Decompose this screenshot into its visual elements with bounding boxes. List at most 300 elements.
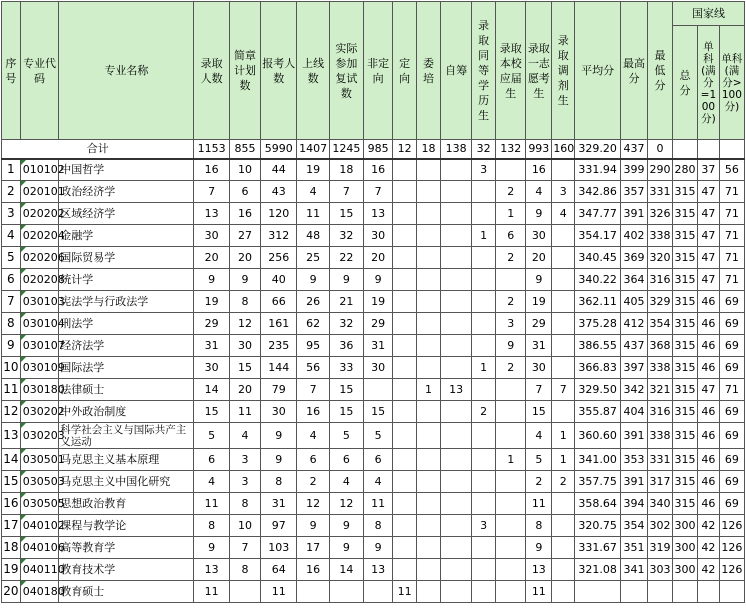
row-cell [417,313,441,335]
row-cell: 280 [673,159,698,181]
row-major-name: 中国哲学 [59,159,194,181]
row-cell: 9 [194,269,229,291]
row-cell: 30 [526,357,552,379]
total-cell: 437 [620,140,647,159]
total-row [2,140,745,159]
row-cell: 31 [526,335,552,357]
row-cell [496,581,526,603]
row-cell: 46 [697,423,719,449]
row-cell: 8 [229,291,260,313]
row-index: 9 [2,335,21,357]
row-cell: 20 [526,247,552,269]
row-code-cell [20,493,65,515]
cell-marker-icon [21,493,26,498]
row-cell: 397 [620,357,647,379]
table-row [2,181,745,203]
row-cell: 340.45 [575,247,621,269]
header-commissioned: 委培 [417,2,441,140]
row-index: 14 [2,449,21,471]
row-cell: 3 [496,313,526,335]
row-cell: 62 [297,313,329,335]
row-major-name: 科学社会主义与国际共产主义运动 [59,423,194,449]
row-cell: 315 [673,423,698,449]
row-cell: 9 [526,537,552,559]
cell-marker-icon [21,291,26,296]
row-cell [472,559,496,581]
row-cell: 15 [229,357,260,379]
row-major-name: 经济法学 [59,335,194,357]
row-cell: 354.17 [575,225,621,247]
table-row [2,493,745,515]
row-cell: 386.55 [575,335,621,357]
row-cell [472,291,496,313]
total-cell: 1407 [297,140,329,159]
table-row [2,537,745,559]
row-cell: 20 [229,247,260,269]
row-cell: 340 [648,493,673,515]
row-major-name: 教育技术学 [59,559,194,581]
row-cell: 30 [364,225,393,247]
table-row [2,291,745,313]
row-cell: 437 [620,335,647,357]
header-admitted: 录取人数 [194,2,229,140]
row-cell [417,581,441,603]
row-cell: 42 [697,537,719,559]
row-cell: 351 [620,537,647,559]
row-cell: 4 [329,471,363,493]
row-cell [441,493,472,515]
table-row [2,559,745,581]
row-code-cell [20,401,65,423]
row-cell: 315 [673,449,698,471]
row-cell: 46 [697,493,719,515]
row-cell: 11 [364,493,393,515]
row-cell: 341 [620,559,647,581]
row-cell: 347.77 [575,203,621,225]
row-cell: 16 [297,559,329,581]
row-cell: 4 [297,181,329,203]
row-major-name: 政治经济学 [59,181,194,203]
row-cell: 4 [526,423,552,449]
row-code: 030104 [22,317,65,330]
row-cell: 300 [673,515,698,537]
header-seq: 序号 [2,2,21,140]
row-cell: 20 [194,247,229,269]
row-index: 18 [2,537,21,559]
row-cell [441,449,472,471]
row-cell: 329.50 [575,379,621,401]
admissions-table [1,1,745,603]
row-cell: 7 [229,537,260,559]
row-cell: 46 [697,335,719,357]
header-max: 最高分 [620,2,647,140]
row-cell [393,335,417,357]
row-cell: 46 [697,401,719,423]
row-cell: 14 [329,559,363,581]
row-cell: 1 [472,225,496,247]
row-cell: 69 [719,493,744,515]
row-cell: 338 [648,357,673,379]
row-code-cell [20,357,65,379]
row-cell: 300 [673,537,698,559]
row-code-cell [20,537,65,559]
row-cell: 46 [697,449,719,471]
header-name: 专业名称 [59,2,194,140]
row-cell: 71 [719,247,744,269]
header-adjusted: 录取调剂生 [552,2,575,140]
row-cell: 331 [648,449,673,471]
row-cell: 97 [261,515,297,537]
table-row [2,313,745,335]
row-cell: 2 [472,401,496,423]
row-cell: 8 [229,493,260,515]
row-cell: 366.83 [575,357,621,379]
row-cell: 11 [194,493,229,515]
total-cell: 132 [496,140,526,159]
row-code-cell [20,559,65,581]
row-cell: 161 [261,313,297,335]
cell-marker-icon [21,423,26,428]
row-cell: 9 [194,537,229,559]
row-cell: 71 [719,181,744,203]
row-cell: 27 [229,225,260,247]
row-cell [472,335,496,357]
row-cell: 19 [526,291,552,313]
row-cell: 405 [620,291,647,313]
row-cell: 43 [261,181,297,203]
row-code-cell [20,291,65,313]
header-first-choice: 录取一志愿考生 [526,2,552,140]
row-cell: 357.75 [575,471,621,493]
row-cell [229,581,260,603]
row-cell: 9 [329,269,363,291]
row-cell [552,335,575,357]
table-row [2,247,745,269]
row-code-cell [20,159,65,181]
row-cell: 47 [697,269,719,291]
row-cell: 47 [697,181,719,203]
row-cell [552,225,575,247]
row-cell: 15 [329,203,363,225]
row-cell [393,291,417,313]
row-cell: 30 [194,357,229,379]
row-cell: 342.86 [575,181,621,203]
header-nl-single-100: 单科(满分=100分) [697,26,719,140]
row-cell: 48 [297,225,329,247]
row-cell: 15 [364,401,393,423]
row-cell: 10 [229,515,260,537]
row-cell: 362.11 [575,291,621,313]
row-cell: 20 [364,247,393,269]
row-cell: 31 [194,335,229,357]
row-cell: 300 [673,559,698,581]
row-cell: 6 [194,449,229,471]
row-index: 2 [2,181,21,203]
row-cell: 315 [673,225,698,247]
row-major-name: 中外政治制度 [59,401,194,423]
row-code: 030107 [22,339,65,352]
row-code: 030501 [22,453,65,466]
row-major-name: 马克思主义基本原理 [59,449,194,471]
row-cell [393,225,417,247]
row-cell: 46 [697,313,719,335]
row-cell: 319 [648,537,673,559]
row-cell: 375.28 [575,313,621,335]
row-code-cell [20,581,65,603]
row-code: 040180 [22,585,65,598]
row-major-name: 课程与教学论 [59,515,194,537]
row-cell: 2 [496,247,526,269]
row-cell: 30 [526,225,552,247]
row-major-name: 国际法学 [59,357,194,379]
row-cell: 5 [329,423,363,449]
row-cell: 69 [719,449,744,471]
row-cell: 315 [673,181,698,203]
row-cell: 290 [648,159,673,181]
row-cell: 2 [526,471,552,493]
row-cell [552,581,575,603]
table-row [2,335,745,357]
row-cell: 42 [697,515,719,537]
row-cell: 7 [364,181,393,203]
row-cell [393,537,417,559]
row-cell: 391 [620,203,647,225]
row-cell: 8 [194,515,229,537]
row-cell [393,181,417,203]
row-cell [393,203,417,225]
total-cell: 138 [441,140,472,159]
row-cell: 11 [526,493,552,515]
row-cell: 71 [719,379,744,401]
row-index: 5 [2,247,21,269]
row-cell [393,159,417,181]
row-cell [441,423,472,449]
row-cell: 4 [552,203,575,225]
row-code: 040110 [22,563,65,576]
row-cell: 4 [297,423,329,449]
total-cell: 1153 [194,140,229,159]
row-cell: 9 [297,515,329,537]
row-cell [719,581,744,603]
row-cell [441,357,472,379]
row-cell: 1 [417,379,441,401]
row-cell [417,181,441,203]
row-cell [393,357,417,379]
row-major-name: 统计学 [59,269,194,291]
row-cell [393,313,417,335]
row-cell [417,269,441,291]
row-cell: 46 [697,357,719,379]
total-cell [697,140,719,159]
row-cell: 320 [648,247,673,269]
row-cell: 315 [673,401,698,423]
cell-marker-icon [21,203,26,208]
row-major-name: 马克思主义中国化研究 [59,471,194,493]
row-cell: 312 [261,225,297,247]
row-cell [417,493,441,515]
row-cell: 46 [697,471,719,493]
row-cell: 412 [620,313,647,335]
row-cell [393,401,417,423]
row-cell: 315 [673,269,698,291]
row-cell: 29 [526,313,552,335]
row-cell: 25 [297,247,329,269]
row-cell [329,581,363,603]
row-cell [441,269,472,291]
row-major-name: 金融学 [59,225,194,247]
row-cell: 29 [194,313,229,335]
row-cell [472,493,496,515]
row-cell [441,471,472,493]
row-cell [441,291,472,313]
row-cell: 9 [364,537,393,559]
row-cell [393,515,417,537]
row-cell: 317 [648,471,673,493]
row-cell: 315 [673,291,698,313]
cell-marker-icon [21,401,26,406]
row-cell: 8 [261,471,297,493]
row-cell: 12 [329,493,363,515]
header-avg: 平均分 [575,2,621,140]
row-cell: 391 [620,471,647,493]
row-cell: 7 [552,379,575,401]
cell-marker-icon [21,471,26,476]
row-cell [441,313,472,335]
cell-marker-icon [21,537,26,542]
row-cell: 11 [393,581,417,603]
row-cell [552,537,575,559]
row-code: 020204 [22,229,65,242]
row-cell [496,515,526,537]
row-cell: 66 [261,291,297,313]
row-cell [472,537,496,559]
row-index: 11 [2,379,21,401]
row-code: 020206 [22,251,65,264]
row-cell: 3 [472,159,496,181]
row-code-cell [20,449,65,471]
row-cell: 3 [229,449,260,471]
row-cell [364,379,393,401]
row-cell [417,515,441,537]
row-cell [552,313,575,335]
row-cell [393,423,417,449]
row-cell [417,159,441,181]
row-cell [552,159,575,181]
row-cell [496,537,526,559]
row-cell: 358.64 [575,493,621,515]
row-cell [575,581,621,603]
row-cell: 316 [648,401,673,423]
row-cell [417,291,441,313]
row-cell: 126 [719,537,744,559]
row-cell: 316 [648,269,673,291]
cell-marker-icon [21,449,26,454]
row-cell: 19 [364,291,393,313]
row-cell: 15 [194,401,229,423]
row-index: 6 [2,269,21,291]
row-cell [417,423,441,449]
row-cell: 7 [194,181,229,203]
row-cell: 235 [261,335,297,357]
table-row [2,581,745,603]
row-cell: 9 [261,449,297,471]
cell-marker-icon [21,269,26,274]
row-cell: 2 [297,471,329,493]
total-cell: 12 [393,140,417,159]
row-code: 020208 [22,273,65,286]
row-index: 13 [2,423,21,449]
row-cell: 369 [620,247,647,269]
row-cell: 357 [620,181,647,203]
row-cell [472,203,496,225]
row-code: 030505 [22,497,65,510]
row-cell [552,291,575,313]
row-cell: 10 [229,159,260,181]
row-cell: 338 [648,423,673,449]
row-cell: 302 [648,515,673,537]
row-code: 020101 [22,185,65,198]
cell-marker-icon [21,160,26,165]
row-cell: 402 [620,225,647,247]
row-major-name: 高等教育学 [59,537,194,559]
row-cell [441,181,472,203]
row-cell: 47 [697,379,719,401]
row-cell [472,247,496,269]
row-cell [441,247,472,269]
total-cell: 32 [472,140,496,159]
row-cell: 21 [329,291,363,313]
table-row [2,203,745,225]
row-cell: 9 [261,423,297,449]
row-code: 030202 [22,405,65,418]
row-cell: 331 [648,181,673,203]
row-cell: 3 [472,515,496,537]
row-cell [472,449,496,471]
row-cell: 368 [648,335,673,357]
row-cell: 12 [297,493,329,515]
row-cell [472,313,496,335]
row-cell: 11 [194,581,229,603]
row-cell [496,423,526,449]
header-own-school: 录取本校应届生 [496,2,526,140]
row-cell: 16 [229,203,260,225]
row-cell [673,581,698,603]
row-cell: 56 [719,159,744,181]
row-code: 030180 [22,383,65,396]
row-cell [393,269,417,291]
row-cell: 2 [496,291,526,313]
row-cell: 315 [673,335,698,357]
row-cell: 315 [673,247,698,269]
row-cell [552,493,575,515]
row-cell [417,537,441,559]
row-cell [496,471,526,493]
row-cell: 13 [194,203,229,225]
row-cell: 315 [673,357,698,379]
row-index: 16 [2,493,21,515]
row-code-cell [20,181,65,203]
row-cell: 40 [261,269,297,291]
row-cell: 303 [648,559,673,581]
row-cell: 331.67 [575,537,621,559]
row-cell: 16 [297,401,329,423]
row-cell: 320.75 [575,515,621,537]
row-cell: 33 [329,357,363,379]
table-row [2,379,745,401]
row-cell: 42 [697,559,719,581]
row-cell [496,559,526,581]
row-cell: 20 [229,379,260,401]
